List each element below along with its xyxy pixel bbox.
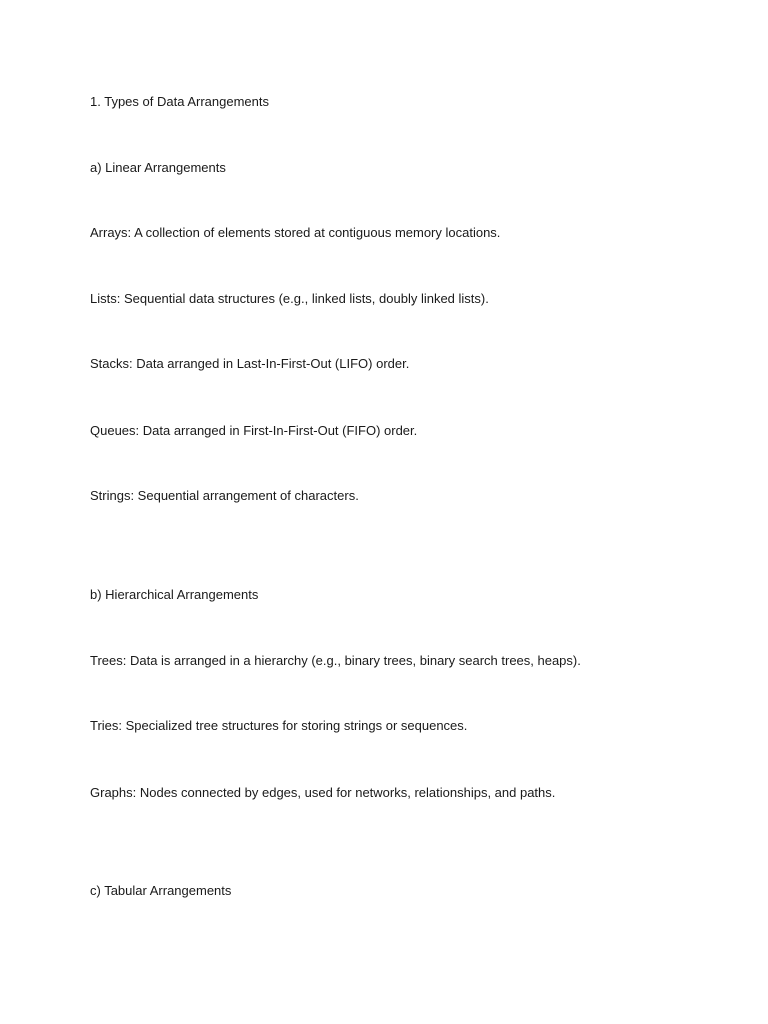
list-item-queues: Queues: Data arranged in First-In-First-Out (FIFO) order.	[90, 423, 418, 438]
list-item-trees: Trees: Data is arranged in a hierarchy (e.g., binary trees, binary search trees, heaps).	[90, 653, 581, 668]
list-item-lists: Lists: Sequential data structures (e.g., linked lists, doubly linked lists).	[90, 291, 489, 306]
section-title-linear: a) Linear Arrangements	[90, 160, 226, 175]
list-item-strings: Strings: Sequential arrangement of characters.	[90, 488, 359, 503]
section-title-tabular: c) Tabular Arrangements	[90, 883, 232, 898]
section-title-hierarchical: b) Hierarchical Arrangements	[90, 587, 259, 602]
document-heading: 1. Types of Data Arrangements	[90, 94, 269, 109]
list-item-tries: Tries: Specialized tree structures for storing strings or sequences.	[90, 718, 468, 733]
list-item-graphs: Graphs: Nodes connected by edges, used for networks, relationships, and paths.	[90, 785, 556, 800]
list-item-arrays: Arrays: A collection of elements stored at contiguous memory locations.	[90, 225, 501, 240]
list-item-stacks: Stacks: Data arranged in Last-In-First-Out (LIFO) order.	[90, 356, 410, 371]
